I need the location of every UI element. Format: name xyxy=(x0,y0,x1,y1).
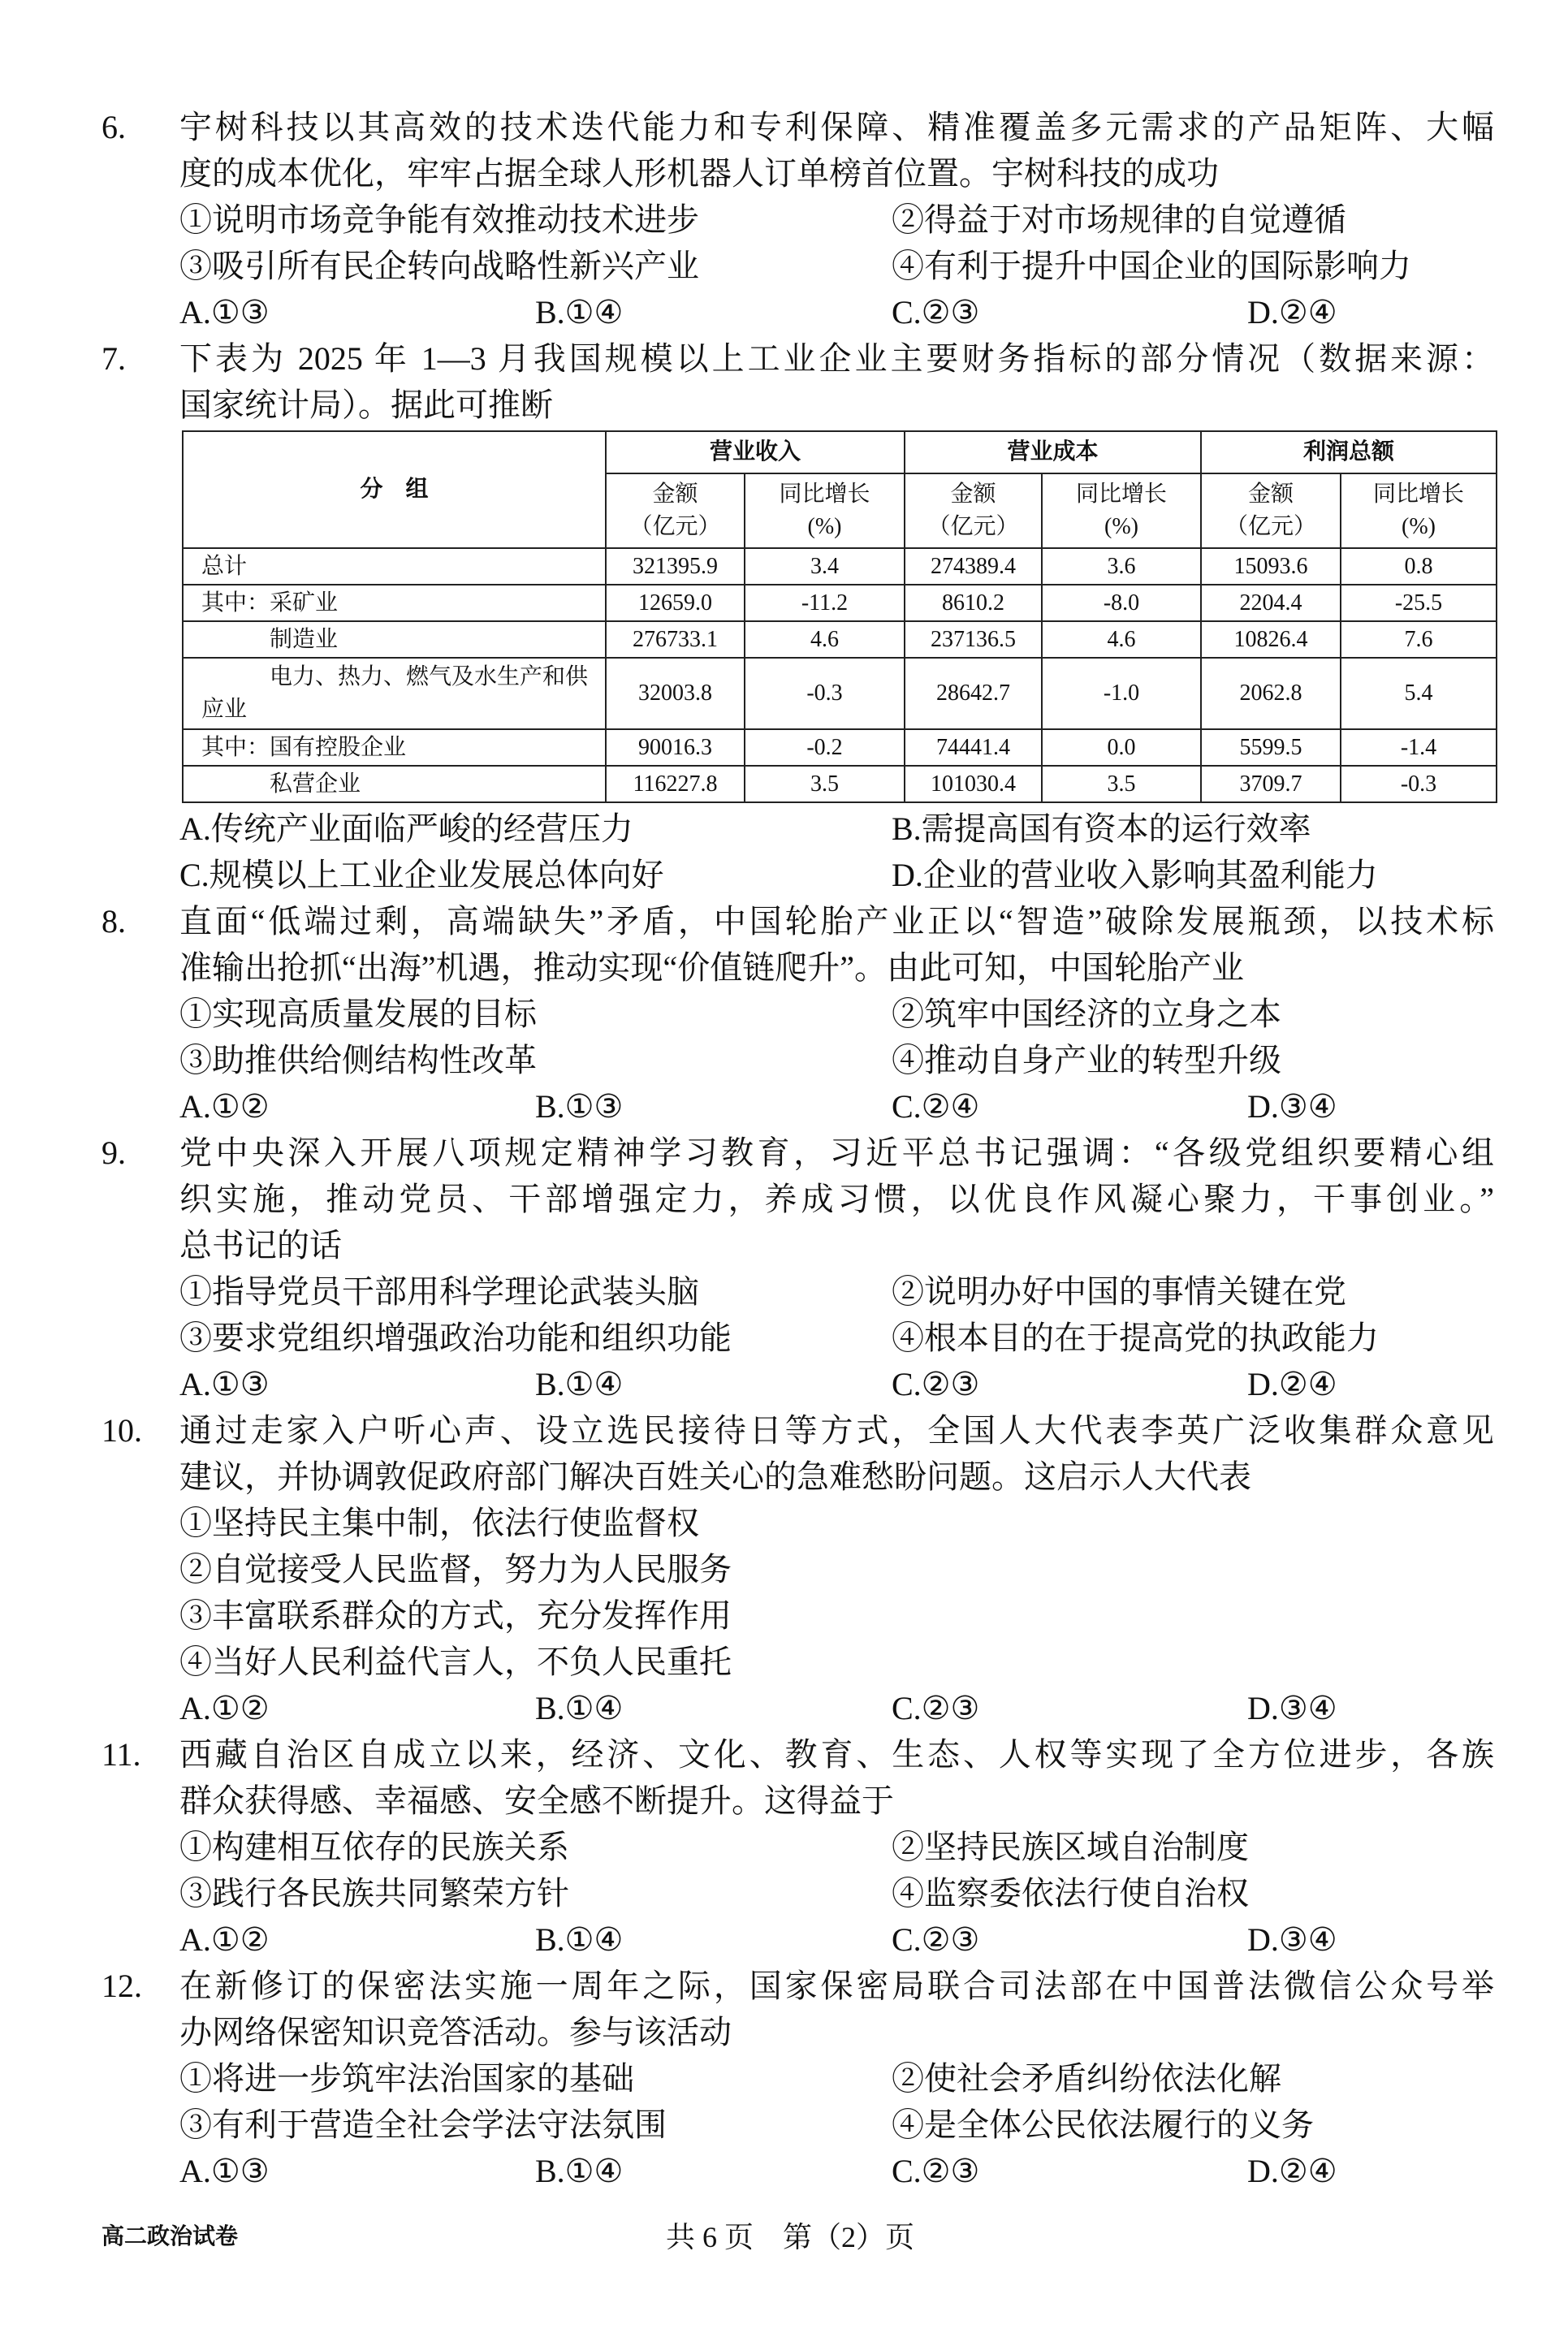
table-cell: -1.0 xyxy=(1042,658,1201,729)
question-stem-text: 在新修订的保密法实施一周年之际，国家保密局联合司法部在中国普法微信公众号举 xyxy=(179,1968,1494,2004)
table-header-row xyxy=(183,431,1497,473)
footer-subject: 高二政治试卷 xyxy=(102,2224,239,2249)
table-row xyxy=(183,585,1497,621)
option-row xyxy=(0,1315,1568,1361)
table-cell: 5599.5 xyxy=(1201,729,1341,766)
subheader-line: 同比增长 xyxy=(779,482,870,507)
option-row xyxy=(0,243,1568,289)
row-group-label: 私营企业 xyxy=(183,766,606,802)
answer-row xyxy=(0,1916,1568,1963)
amount-header xyxy=(606,473,745,548)
statement-option: ④根本目的在于提高党的执政能力 xyxy=(892,1320,1379,1356)
table-cell: 4.6 xyxy=(745,621,905,658)
question-stem-line xyxy=(0,1778,1568,1824)
table-cell: 3709.7 xyxy=(1201,766,1341,802)
table-cell: 321395.9 xyxy=(606,548,745,585)
answer-row xyxy=(0,1083,1568,1130)
question-11 xyxy=(0,1731,1568,1963)
answer-row xyxy=(0,2148,1568,2194)
statement-option: ①将进一步筑牢法治国家的基础 xyxy=(179,2060,634,2097)
statement-option: ④监察委依法行使自治权 xyxy=(892,1875,1249,1912)
table-row xyxy=(183,766,1497,802)
question-stem-text: 群众获得感、幸福感、安全感不断提升。这得益于 xyxy=(179,1782,894,1819)
statement-option: ③吸引所有民企转向战略性新兴产业 xyxy=(179,248,699,284)
table-cell: 276733.1 xyxy=(606,621,745,658)
column-group-header: 营业收入 xyxy=(606,431,905,473)
answer-choice[interactable]: A.①③ xyxy=(179,2153,270,2189)
question-7 xyxy=(0,335,1568,898)
question-stem-line xyxy=(0,1176,1568,1222)
answer-choice[interactable]: B.①④ xyxy=(535,1690,624,1726)
table-cell: 101030.4 xyxy=(905,766,1042,802)
statement-option: ③有利于营造全社会学法守法氛围 xyxy=(179,2106,667,2143)
subheader-unit: （亿元） xyxy=(927,514,1019,539)
question-9 xyxy=(0,1130,1568,1407)
statement-option: ②说明办好中国的事情关键在党 xyxy=(892,1273,1346,1310)
answer-row xyxy=(0,852,1568,898)
question-number: 8. xyxy=(102,903,126,940)
table-cell: 2204.4 xyxy=(1201,585,1341,621)
question-stem-text: 西藏自治区自成立以来，经济、文化、教育、生态、人权等实现了全方位进步，各族 xyxy=(179,1736,1494,1773)
question-stem-line xyxy=(0,2009,1568,2055)
subheader-unit: (%) xyxy=(807,514,842,539)
statement-option: ③要求党组织增强政治功能和组织功能 xyxy=(179,1320,732,1356)
subheader-line: 金额 xyxy=(1247,482,1294,507)
question-stem-line xyxy=(0,335,1568,382)
statement-option: ①实现高质量发展的目标 xyxy=(179,996,537,1032)
row-group-label: 制造业 xyxy=(183,621,606,658)
column-group-header: 利润总额 xyxy=(1201,431,1497,473)
answer-choice[interactable]: C.②③ xyxy=(892,1366,980,1402)
table-cell: 274389.4 xyxy=(905,548,1042,585)
table-cell: 237136.5 xyxy=(905,621,1042,658)
statement-option: ③助推供给侧结构性改革 xyxy=(179,1042,537,1078)
question-number: 11. xyxy=(102,1736,141,1773)
answer-choice[interactable]: B.①④ xyxy=(535,294,624,331)
table-cell: 0.8 xyxy=(1341,548,1497,585)
answer-choice[interactable]: D.②④ xyxy=(1247,1366,1337,1402)
answer-choice[interactable]: A.①③ xyxy=(179,1366,270,1402)
answer-choice[interactable]: B.需提高国有资本的运行效率 xyxy=(892,810,1311,847)
row-group-label: 其中：采矿业 xyxy=(183,585,606,621)
subheader-unit: (%) xyxy=(1104,514,1138,539)
question-stem-line xyxy=(0,104,1568,150)
table-cell: 7.6 xyxy=(1341,621,1497,658)
subheader-unit: (%) xyxy=(1402,514,1436,539)
statement-option: ③丰富联系群众的方式，充分发挥作用 xyxy=(179,1597,732,1634)
table-cell: 3.4 xyxy=(745,548,905,585)
question-10 xyxy=(0,1407,1568,1731)
question-stem-text: 宇树科技以其高效的技术迭代能力和专利保障、精准覆盖多元需求的产品矩阵、大幅 xyxy=(179,109,1494,145)
subheader-unit: （亿元） xyxy=(1225,514,1316,539)
table-cell: 32003.8 xyxy=(606,658,745,729)
answer-choice[interactable]: C.②④ xyxy=(892,1088,980,1125)
table-cell: 15093.6 xyxy=(1201,548,1341,585)
answer-choice[interactable]: B.①④ xyxy=(535,1921,624,1958)
question-number: 12. xyxy=(102,1968,142,2004)
subheader-line: 同比增长 xyxy=(1075,482,1167,507)
answer-row xyxy=(0,1685,1568,1731)
statement-option: ④有利于提升中国企业的国际影响力 xyxy=(892,248,1411,284)
answer-row xyxy=(0,806,1568,852)
table-row xyxy=(183,621,1497,658)
option-row xyxy=(0,991,1568,1037)
statement-option: ④当好人民利益代言人，不负人民重托 xyxy=(179,1644,732,1680)
subheader-line: 同比增长 xyxy=(1372,482,1464,507)
answer-choice[interactable]: A.①② xyxy=(179,1690,270,1726)
statement-option: ②得益于对市场规律的自觉遵循 xyxy=(892,201,1346,238)
question-stem-text: 直面“低端过剩，高端缺失”矛盾，中国轮胎产业正以“智造”破除发展瓶颈，以技术标 xyxy=(179,903,1494,940)
answer-choice[interactable]: D.②④ xyxy=(1247,294,1337,331)
question-stem-text: 建议，并协调敦促政府部门解决百姓关心的急难愁盼问题。这启示人大代表 xyxy=(179,1458,1251,1495)
statement-option: ③践行各民族共同繁荣方针 xyxy=(179,1875,569,1912)
option-row xyxy=(0,2055,1568,2102)
exam-page xyxy=(0,104,1568,2194)
subheader-line: 金额 xyxy=(652,482,698,507)
option-row xyxy=(0,2102,1568,2148)
question-number: 9. xyxy=(102,1134,126,1171)
question-stem-text: 准输出抢抓“出海”机遇，推动实现“价值链爬升”。由此可知，中国轮胎产业 xyxy=(179,949,1245,986)
statement-option: ①坚持民主集中制，依法行使监督权 xyxy=(179,1505,699,1541)
question-stem-line xyxy=(0,1731,1568,1778)
answer-choice[interactable]: D.③④ xyxy=(1247,1921,1337,1958)
financial-indicators-table xyxy=(182,430,1497,803)
growth-header xyxy=(745,473,905,548)
table-row xyxy=(183,548,1497,585)
table-cell: -1.4 xyxy=(1341,729,1497,766)
table-cell: 10826.4 xyxy=(1201,621,1341,658)
question-stem-line xyxy=(0,1407,1568,1454)
question-stem-line xyxy=(0,382,1568,428)
question-6 xyxy=(0,104,1568,335)
row-group-label: 电力、热力、燃气及水生产和供应业 xyxy=(183,658,606,729)
table-row xyxy=(183,729,1497,766)
growth-header xyxy=(1341,473,1497,548)
answer-choice[interactable]: A.①③ xyxy=(179,294,270,331)
table-cell: -8.0 xyxy=(1042,585,1201,621)
answer-choice[interactable]: A.①② xyxy=(179,1088,270,1125)
group-header: 分 组 xyxy=(183,431,606,548)
table-cell: 0.0 xyxy=(1042,729,1201,766)
statement-option: ①说明市场竞争能有效推动技术进步 xyxy=(179,201,699,238)
question-stem-text: 织实施，推动党员、干部增强定力，养成习惯，以优良作风凝心聚力，干事创业。” xyxy=(179,1181,1494,1217)
answer-choice[interactable]: A.①② xyxy=(179,1921,270,1958)
option-row xyxy=(0,1037,1568,1083)
answer-choice[interactable]: B.①④ xyxy=(535,1366,624,1402)
answer-choice[interactable]: B.①④ xyxy=(535,2153,624,2189)
table-cell: 4.6 xyxy=(1042,621,1201,658)
question-stem-line xyxy=(0,150,1568,197)
answer-choice[interactable]: B.①③ xyxy=(535,1088,624,1125)
question-number: 6. xyxy=(102,109,126,145)
subheader-line: 金额 xyxy=(950,482,996,507)
answer-choice[interactable]: D.②④ xyxy=(1247,2153,1337,2189)
table-cell: 28642.7 xyxy=(905,658,1042,729)
footer-page-number: 共 6 页 第（2）页 xyxy=(666,2221,915,2253)
answer-choice[interactable]: C.②③ xyxy=(892,1690,980,1726)
statement-option: ②使社会矛盾纠纷依法化解 xyxy=(892,2060,1281,2097)
option-row xyxy=(0,197,1568,243)
question-number: 7. xyxy=(102,340,126,377)
statement-option: ①构建相互依存的民族关系 xyxy=(179,1829,569,1865)
option-row xyxy=(0,1268,1568,1315)
answer-choice[interactable]: C.②③ xyxy=(892,294,980,331)
answer-row xyxy=(0,289,1568,335)
table-cell: 5.4 xyxy=(1341,658,1497,729)
column-group-header: 营业成本 xyxy=(905,431,1201,473)
question-stem-line xyxy=(0,898,1568,944)
answer-choice[interactable]: D.③④ xyxy=(1247,1690,1337,1726)
option-row xyxy=(0,1824,1568,1870)
option-row xyxy=(0,1592,1568,1639)
question-number: 10. xyxy=(102,1412,142,1449)
answer-choice[interactable]: C.②③ xyxy=(892,2153,980,2189)
option-row xyxy=(0,1870,1568,1916)
answer-choice[interactable]: D.企业的营业收入影响其盈利能力 xyxy=(892,857,1378,893)
answer-choice[interactable]: C.②③ xyxy=(892,1921,980,1958)
statement-option: ④是全体公民依法履行的义务 xyxy=(892,2106,1314,2143)
table-cell: -0.3 xyxy=(745,658,905,729)
table-cell: -0.2 xyxy=(745,729,905,766)
option-row xyxy=(0,1500,1568,1546)
table-cell: 90016.3 xyxy=(606,729,745,766)
answer-choice[interactable]: C.规模以上工业企业发展总体向好 xyxy=(179,857,664,893)
table-cell: 3.6 xyxy=(1042,548,1201,585)
answer-choice[interactable]: D.③④ xyxy=(1247,1088,1337,1125)
table-cell: 8610.2 xyxy=(905,585,1042,621)
amount-header xyxy=(1201,473,1341,548)
subheader-unit: （亿元） xyxy=(629,514,721,539)
question-stem-text: 下表为 2025 年 1—3 月我国规模以上工业企业主要财务指标的部分情况（数据来源： xyxy=(179,340,1494,377)
table-cell: 3.5 xyxy=(745,766,905,802)
question-stem-line xyxy=(0,1130,1568,1176)
table-cell: -0.3 xyxy=(1341,766,1497,802)
table-cell: 12659.0 xyxy=(606,585,745,621)
answer-choice[interactable]: A.传统产业面临严峻的经营压力 xyxy=(179,810,633,847)
table-cell: -25.5 xyxy=(1341,585,1497,621)
statement-option: ②自觉接受人民监督，努力为人民服务 xyxy=(179,1551,732,1588)
question-8 xyxy=(0,898,1568,1130)
statement-option: ②筑牢中国经济的立身之本 xyxy=(892,996,1281,1032)
table-cell: 3.5 xyxy=(1042,766,1201,802)
row-group-label: 总计 xyxy=(183,548,606,585)
statement-option: ④推动自身产业的转型升级 xyxy=(892,1042,1281,1078)
question-12 xyxy=(0,1963,1568,2194)
question-stem-text: 通过走家入户听心声、设立选民接待日等方式，全国人大代表李英广泛收集群众意见 xyxy=(179,1412,1494,1449)
amount-header xyxy=(905,473,1042,548)
table-cell: 2062.8 xyxy=(1201,658,1341,729)
statement-option: ②坚持民族区域自治制度 xyxy=(892,1829,1249,1865)
option-row xyxy=(0,1546,1568,1592)
question-stem-text: 度的成本优化，牢牢占据全球人形机器人订单榜首位置。宇树科技的成功 xyxy=(179,155,1219,192)
answer-row xyxy=(0,1361,1568,1407)
question-stem-line xyxy=(0,944,1568,991)
table-cell: 74441.4 xyxy=(905,729,1042,766)
growth-header xyxy=(1042,473,1201,548)
table-cell: 116227.8 xyxy=(606,766,745,802)
question-stem-text: 办网络保密知识竞答活动。参与该活动 xyxy=(179,2014,732,2050)
question-stem-line xyxy=(0,1222,1568,1268)
table-row xyxy=(183,658,1497,729)
statement-option: ①指导党员干部用科学理论武装头脑 xyxy=(179,1273,699,1310)
question-stem-text: 党中央深入开展八项规定精神学习教育，习近平总书记强调：“各级党组织要精心组 xyxy=(179,1134,1494,1171)
question-stem-text: 总书记的话 xyxy=(179,1227,342,1264)
table-cell: -11.2 xyxy=(745,585,905,621)
question-stem-text: 国家统计局）。据此可推断 xyxy=(179,387,553,423)
row-group-label: 其中：国有控股企业 xyxy=(183,729,606,766)
question-stem-line xyxy=(0,1454,1568,1500)
question-stem-line xyxy=(0,1963,1568,2009)
option-row xyxy=(0,1639,1568,1685)
